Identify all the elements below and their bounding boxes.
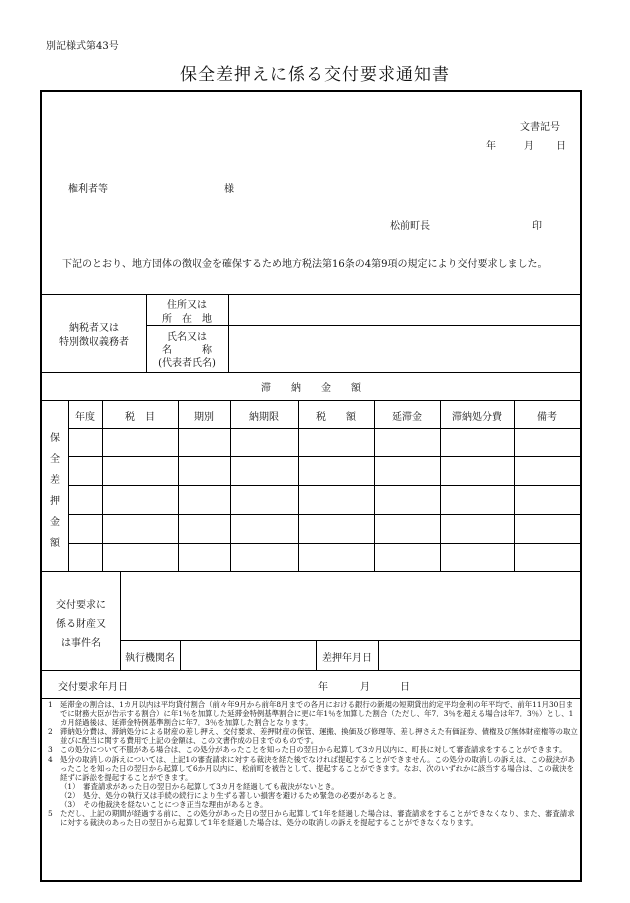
name-label-line2: 名 称	[162, 345, 212, 356]
seized-label-char: 保	[50, 433, 60, 444]
date-day: 日	[556, 141, 566, 152]
intro-text: 下記のとおり、地方団体の徴収金を確保するため地方税法第16条の4第9項の規定により交付要求しました。	[62, 259, 548, 270]
note-text: ただし、上記の期間が経過する前に、この処分があった日の翌日から起算して1年を経過した場合は、審査請求をすることができなくなり、また、審査請求に対する裁決のあった日の翌日から起算して1年を経過した場合は、処分の取消しの訴えを提起することができなくなります。	[60, 809, 575, 828]
note-number: 5	[48, 809, 53, 819]
note-text: （3） その他裁決を経ないことにつき正当な理由があるとき。	[60, 800, 268, 810]
note-item	[46, 809, 578, 827]
seized-label-char: 額	[50, 538, 60, 549]
note-number: 1	[48, 700, 53, 709]
form-frame	[40, 90, 582, 882]
note-text: （2） 処分、処分の執行又は手続の続行により生ずる著しい損害を避けるため緊急の必要があるとき。	[60, 790, 401, 800]
request-date-year: 年	[318, 682, 328, 693]
column-header-tax-amount: 税 額	[316, 412, 356, 423]
seized-amount-label	[48, 428, 62, 554]
notes-section	[46, 700, 578, 827]
note-number: 4	[48, 754, 53, 764]
column-header-tax-item: 税 目	[125, 412, 155, 423]
date-year: 年	[486, 141, 496, 152]
property-label-line3: は事件名	[61, 638, 101, 649]
note-number: 3	[48, 745, 53, 755]
note-text: 滞納処分費は、滞納処分による財産の差し押え、交付要求、差押財産の保管、運搬、換価及び修理等、差し押さえた有価証券、債権及び無体財産権等の取立並びに配当に関する費用で上記の金額は、この文書作成の日までのものです。	[60, 727, 578, 746]
note-sub-item	[46, 791, 578, 800]
request-date-month: 月	[360, 682, 370, 693]
note-sub-item	[46, 800, 578, 809]
note-item	[46, 755, 578, 782]
taxpayer-label-line1: 納税者又は	[69, 323, 119, 334]
seized-label-char: 全	[50, 454, 60, 465]
addressee-label: 権利者等	[68, 184, 108, 195]
column-header-due-date: 納期限	[249, 412, 279, 423]
seized-label-char: 押	[50, 496, 60, 507]
request-date-day: 日	[400, 682, 410, 693]
sender-seal: 印	[532, 221, 542, 232]
column-header-period: 期別	[194, 412, 214, 423]
column-header-disposition-cost: 滞納処分費	[452, 412, 502, 423]
column-header-remarks: 備考	[537, 412, 557, 423]
addressee-honorific: 様	[224, 184, 234, 195]
seized-label-char: 金	[50, 517, 60, 528]
property-label-line1: 交付要求に	[56, 600, 106, 611]
taxpayer-label-line2: 特別徴収義務者	[59, 337, 129, 348]
address-label-line1: 住所又は	[167, 300, 207, 311]
note-item	[46, 700, 578, 727]
sender-name: 松前町長	[390, 221, 430, 232]
form-number: 別記様式第43号	[46, 41, 119, 52]
column-header-fiscal-year: 年度	[75, 412, 95, 423]
note-item	[46, 745, 578, 754]
request-date-label: 交付要求年月日	[58, 682, 128, 693]
note-text: （1） 審査請求があった日の翌日から起算して3カ月を経過しても裁決がないとき。	[60, 781, 339, 791]
name-label-line1: 氏名又は	[167, 332, 207, 343]
note-text: 処分の取消しの訴えについては、上記1の審査請求に対する裁決を経た後でなければ提起することができません。この処分の取消しの訴えは、この裁決があったことを知った日の翌日から起算して6か月以内に、松前町を被告として、提起することができます。なお、次のいずれかに該当する場合は、この裁決を経ずに訴訟を提起することができます。	[60, 754, 575, 782]
seizure-date-label: 差押年月日	[322, 653, 372, 664]
date-month: 月	[524, 141, 534, 152]
note-text: 延滞金の割合は、1カ月以内は平均貸付割合（前々年9月から前年8月までの各月における銀行の新規の短期貸出約定平均金利の年平均で、前年11月30日までに財務大臣が告示する割合）に年1％を加算した延滞金特例基準割合に更に年1％を加算した割合（ただし、年7．3％を超える場合は年7．3％）とし、1カ月経過後は、延滞金特例基準割合に年7．3％を加算した割合となります。	[60, 700, 574, 728]
column-header-late-fee: 延滞金	[392, 412, 422, 423]
note-text: この処分について不服がある場合は、この処分があったことを知った日の翌日から起算して3カ月以内に、町長に対して審査請求をすることができます。	[60, 745, 567, 755]
note-item	[46, 727, 578, 745]
seized-label-char: 差	[50, 475, 60, 486]
doc-ref-label: 文書記号	[520, 122, 560, 133]
note-number: 2	[48, 727, 53, 737]
arrears-header: 滞 納 金 額	[261, 383, 361, 394]
address-label-line2: 所 在 地	[162, 314, 212, 325]
exec-agency-label: 執行機関名	[125, 653, 175, 664]
note-sub-item	[46, 782, 578, 791]
property-label-line2: 係る財産又	[56, 619, 106, 630]
document-title: 保全差押えに係る交付要求通知書	[180, 65, 450, 85]
name-label-line3: (代表者氏名)	[158, 358, 216, 369]
